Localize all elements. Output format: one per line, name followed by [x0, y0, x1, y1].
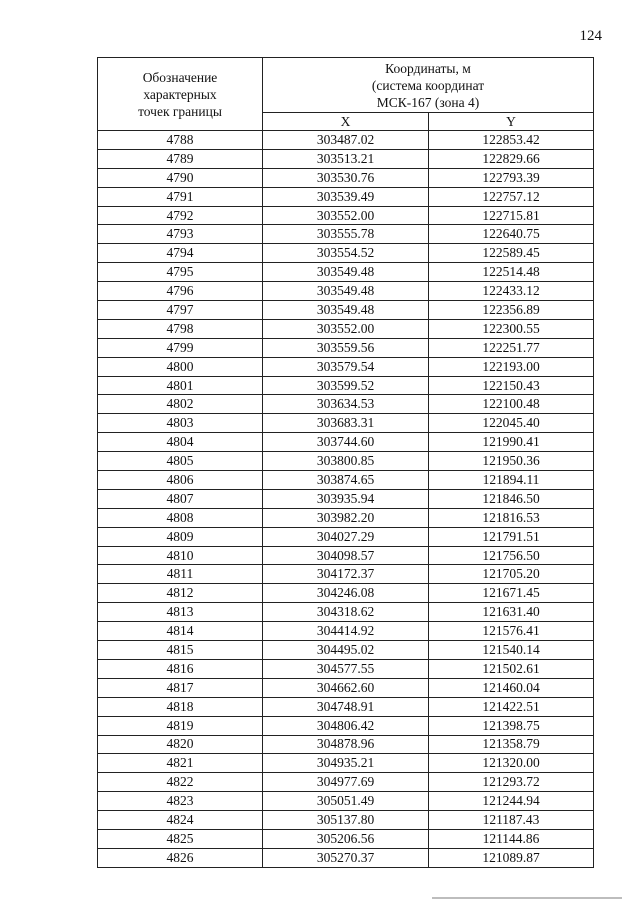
y-coordinate-cell: 121398.75: [429, 716, 594, 735]
point-id-cell: 4813: [98, 603, 263, 622]
point-id-cell: 4801: [98, 376, 263, 395]
point-id-cell: 4795: [98, 263, 263, 282]
y-coordinate-cell: 121950.36: [429, 452, 594, 471]
point-id-cell: 4789: [98, 149, 263, 168]
table-row: [98, 206, 594, 225]
table-row: [98, 149, 594, 168]
point-id-cell: 4797: [98, 301, 263, 320]
table-row: [98, 489, 594, 508]
table-row: [98, 244, 594, 263]
point-id-cell: 4798: [98, 319, 263, 338]
page-number: 124: [579, 28, 602, 44]
x-coordinate-cell: 303530.76: [263, 168, 429, 187]
point-id-cell: 4820: [98, 735, 263, 754]
y-coordinate-cell: 122300.55: [429, 319, 594, 338]
point-id-cell: 4791: [98, 187, 263, 206]
y-coordinate-cell: 122757.12: [429, 187, 594, 206]
table-row: [98, 792, 594, 811]
table-row: [98, 716, 594, 735]
y-column-header: Y: [429, 113, 594, 131]
x-coordinate-cell: 305206.56: [263, 829, 429, 848]
x-coordinate-cell: 303552.00: [263, 319, 429, 338]
table-row: [98, 848, 594, 867]
y-coordinate-cell: 121894.11: [429, 471, 594, 490]
y-coordinate-cell: 121089.87: [429, 848, 594, 867]
y-coordinate-cell: 122433.12: [429, 282, 594, 301]
table-row: [98, 168, 594, 187]
table-row: [98, 773, 594, 792]
y-coordinate-cell: 121846.50: [429, 489, 594, 508]
x-coordinate-cell: 303549.48: [263, 301, 429, 320]
y-coordinate-cell: 122793.39: [429, 168, 594, 187]
coords-header-line: (система координат: [371, 77, 485, 93]
x-coordinate-cell: 303549.48: [263, 282, 429, 301]
point-id-cell: 4822: [98, 773, 263, 792]
x-coordinate-cell: 303634.53: [263, 395, 429, 414]
y-coordinate-cell: 122150.43: [429, 376, 594, 395]
y-coordinate-cell: 122100.48: [429, 395, 594, 414]
y-coordinate-cell: 121576.41: [429, 622, 594, 641]
y-coordinate-cell: 121293.72: [429, 773, 594, 792]
point-id-cell: 4796: [98, 282, 263, 301]
x-coordinate-cell: 303539.49: [263, 187, 429, 206]
table-row: [98, 811, 594, 830]
y-coordinate-cell: 121705.20: [429, 565, 594, 584]
point-id-cell: 4815: [98, 641, 263, 660]
point-id-cell: 4790: [98, 168, 263, 187]
table-row: [98, 433, 594, 452]
point-id-cell: 4824: [98, 811, 263, 830]
table-row: [98, 659, 594, 678]
point-id-cell: 4807: [98, 489, 263, 508]
x-coordinate-cell: 304172.37: [263, 565, 429, 584]
y-coordinate-cell: 121502.61: [429, 659, 594, 678]
point-id-cell: 4818: [98, 697, 263, 716]
y-coordinate-cell: 121320.00: [429, 754, 594, 773]
table-row: [98, 735, 594, 754]
x-coordinate-cell: 304027.29: [263, 527, 429, 546]
table-row: [98, 678, 594, 697]
x-coordinate-cell: 304806.42: [263, 716, 429, 735]
table-row: [98, 697, 594, 716]
y-coordinate-cell: 121144.86: [429, 829, 594, 848]
coords-header-line: Координаты, м: [385, 60, 471, 76]
table-row: [98, 263, 594, 282]
x-coordinate-cell: 304318.62: [263, 603, 429, 622]
table-row: [98, 357, 594, 376]
y-coordinate-cell: 121791.51: [429, 527, 594, 546]
table-row: [98, 187, 594, 206]
table-row: [98, 225, 594, 244]
y-coordinate-cell: 121460.04: [429, 678, 594, 697]
y-coordinate-cell: 122045.40: [429, 414, 594, 433]
x-coordinate-cell: 303800.85: [263, 452, 429, 471]
y-coordinate-cell: 121990.41: [429, 433, 594, 452]
point-id-cell: 4803: [98, 414, 263, 433]
point-id-cell: 4819: [98, 716, 263, 735]
y-coordinate-cell: 121358.79: [429, 735, 594, 754]
y-coordinate-cell: 122715.81: [429, 206, 594, 225]
table-row: [98, 546, 594, 565]
point-id-cell: 4788: [98, 131, 263, 150]
table-row: [98, 527, 594, 546]
x-coordinate-cell: 304935.21: [263, 754, 429, 773]
x-coordinate-cell: 303559.56: [263, 338, 429, 357]
point-id-cell: 4821: [98, 754, 263, 773]
point-id-cell: 4809: [98, 527, 263, 546]
table-row: [98, 622, 594, 641]
point-id-cell: 4808: [98, 508, 263, 527]
point-id-cell: 4804: [98, 433, 263, 452]
x-coordinate-cell: 305051.49: [263, 792, 429, 811]
table-row: [98, 829, 594, 848]
point-id-cell: 4816: [98, 659, 263, 678]
table-row: [98, 395, 594, 414]
x-coordinate-cell: 305137.80: [263, 811, 429, 830]
x-coordinate-cell: 304977.69: [263, 773, 429, 792]
table-row: [98, 282, 594, 301]
x-coordinate-cell: 304662.60: [263, 678, 429, 697]
x-coordinate-cell: 303579.54: [263, 357, 429, 376]
table-row: [98, 565, 594, 584]
point-id-cell: 4792: [98, 206, 263, 225]
point-id-cell: 4802: [98, 395, 263, 414]
x-coordinate-cell: 303513.21: [263, 149, 429, 168]
table-row: [98, 641, 594, 660]
x-coordinate-cell: 305270.37: [263, 848, 429, 867]
x-coordinate-cell: 304246.08: [263, 584, 429, 603]
x-coordinate-cell: 304748.91: [263, 697, 429, 716]
table-row: [98, 319, 594, 338]
table-body: [98, 131, 594, 868]
point-id-cell: 4814: [98, 622, 263, 641]
point-header-line: точек границы: [138, 103, 222, 119]
coordinates-column-header: [263, 58, 594, 113]
x-coordinate-cell: 304878.96: [263, 735, 429, 754]
y-coordinate-cell: 121187.43: [429, 811, 594, 830]
x-column-header: X: [263, 113, 429, 131]
y-coordinate-cell: 122853.42: [429, 131, 594, 150]
point-id-cell: 4800: [98, 357, 263, 376]
point-header-line: Обозначение: [142, 69, 218, 85]
point-id-cell: 4823: [98, 792, 263, 811]
point-id-cell: 4794: [98, 244, 263, 263]
point-id-cell: 4826: [98, 848, 263, 867]
point-header-line: характерных: [143, 86, 217, 102]
point-id-cell: 4811: [98, 565, 263, 584]
y-coordinate-cell: 122514.48: [429, 263, 594, 282]
x-coordinate-cell: 304495.02: [263, 641, 429, 660]
y-coordinate-cell: 121756.50: [429, 546, 594, 565]
x-coordinate-cell: 303487.02: [263, 131, 429, 150]
point-id-cell: 4806: [98, 471, 263, 490]
point-id-cell: 4817: [98, 678, 263, 697]
table-row: [98, 452, 594, 471]
y-coordinate-cell: 122193.00: [429, 357, 594, 376]
table-row: [98, 376, 594, 395]
x-coordinate-cell: 303599.52: [263, 376, 429, 395]
x-coordinate-cell: 304414.92: [263, 622, 429, 641]
y-coordinate-cell: 121244.94: [429, 792, 594, 811]
table-row: [98, 754, 594, 773]
x-coordinate-cell: 304098.57: [263, 546, 429, 565]
table-row: [98, 131, 594, 150]
footer-rule: [432, 897, 622, 899]
point-id-cell: 4805: [98, 452, 263, 471]
y-coordinate-cell: 121631.40: [429, 603, 594, 622]
y-coordinate-cell: 121422.51: [429, 697, 594, 716]
y-coordinate-cell: 122829.66: [429, 149, 594, 168]
y-coordinate-cell: 121816.53: [429, 508, 594, 527]
point-id-cell: 4812: [98, 584, 263, 603]
coords-header-line: МСК-167 (зона 4): [376, 94, 480, 110]
x-coordinate-cell: 303744.60: [263, 433, 429, 452]
y-coordinate-cell: 122356.89: [429, 301, 594, 320]
point-id-cell: 4793: [98, 225, 263, 244]
table-row: [98, 414, 594, 433]
coordinates-table: [97, 57, 594, 868]
x-coordinate-cell: 304577.55: [263, 659, 429, 678]
table-row: [98, 603, 594, 622]
y-coordinate-cell: 122589.45: [429, 244, 594, 263]
y-coordinate-cell: 122251.77: [429, 338, 594, 357]
x-coordinate-cell: 303549.48: [263, 263, 429, 282]
table-row: [98, 584, 594, 603]
y-coordinate-cell: 121671.45: [429, 584, 594, 603]
x-coordinate-cell: 303555.78: [263, 225, 429, 244]
point-id-cell: 4810: [98, 546, 263, 565]
x-coordinate-cell: 303982.20: [263, 508, 429, 527]
x-coordinate-cell: 303683.31: [263, 414, 429, 433]
x-coordinate-cell: 303874.65: [263, 471, 429, 490]
point-id-cell: 4799: [98, 338, 263, 357]
y-coordinate-cell: 122640.75: [429, 225, 594, 244]
x-coordinate-cell: 303552.00: [263, 206, 429, 225]
point-id-cell: 4825: [98, 829, 263, 848]
point-column-header: [98, 58, 263, 131]
table-row: [98, 508, 594, 527]
table-row: [98, 301, 594, 320]
table-row: [98, 338, 594, 357]
x-coordinate-cell: 303935.94: [263, 489, 429, 508]
x-coordinate-cell: 303554.52: [263, 244, 429, 263]
table-row: [98, 471, 594, 490]
y-coordinate-cell: 121540.14: [429, 641, 594, 660]
